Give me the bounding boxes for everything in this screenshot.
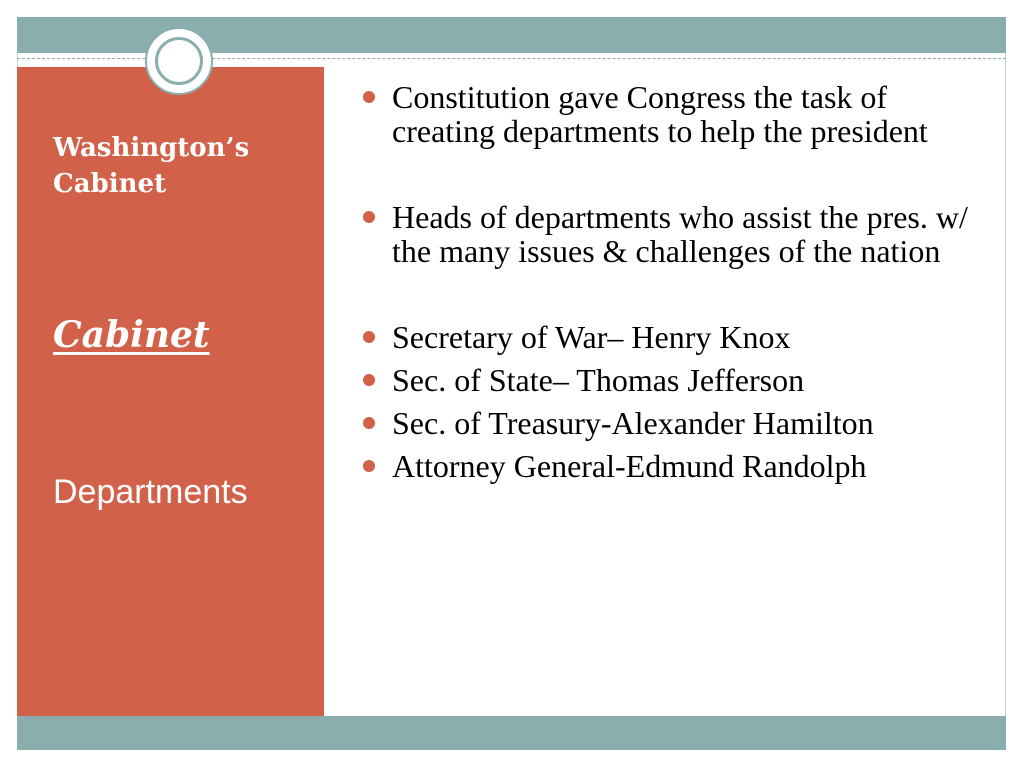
bullet-text: Sec. of Treasury-Alexander Hamilton <box>392 405 874 441</box>
bullet-dot-icon <box>363 331 375 343</box>
bullet-dot-icon <box>363 211 375 223</box>
bullet-item <box>362 406 982 440</box>
bullet-text: Heads of departments who assist the pres. w/ the many issues & challenges of the nation <box>392 199 968 269</box>
bottom-band <box>17 716 1006 750</box>
ornament-inner-ring-icon <box>155 37 203 85</box>
bullet-dot-icon <box>363 374 375 386</box>
departments-label: Departments <box>53 473 248 511</box>
bullet-dot-icon <box>363 460 375 472</box>
bullet-dot-icon <box>363 417 375 429</box>
bullet-text: Constitution gave Congress the task of creating departments to help the president <box>392 79 928 149</box>
bullet-item <box>362 80 982 148</box>
slide-title: Washington’s Cabinet <box>53 133 250 199</box>
bullet-item <box>362 200 982 268</box>
bullet-list <box>362 80 982 492</box>
bullet-text: Attorney General-Edmund Randolph <box>392 448 867 484</box>
bullet-dot-icon <box>363 91 375 103</box>
departments-term <box>53 470 248 514</box>
bullet-text: Secretary of War– Henry Knox <box>392 319 791 355</box>
bullet-item <box>362 320 982 354</box>
bullet-item <box>362 449 982 483</box>
bullet-text: Sec. of State– Thomas Jefferson <box>392 362 805 398</box>
bullet-item <box>362 363 982 397</box>
cabinet-term: Cabinet <box>53 314 210 356</box>
